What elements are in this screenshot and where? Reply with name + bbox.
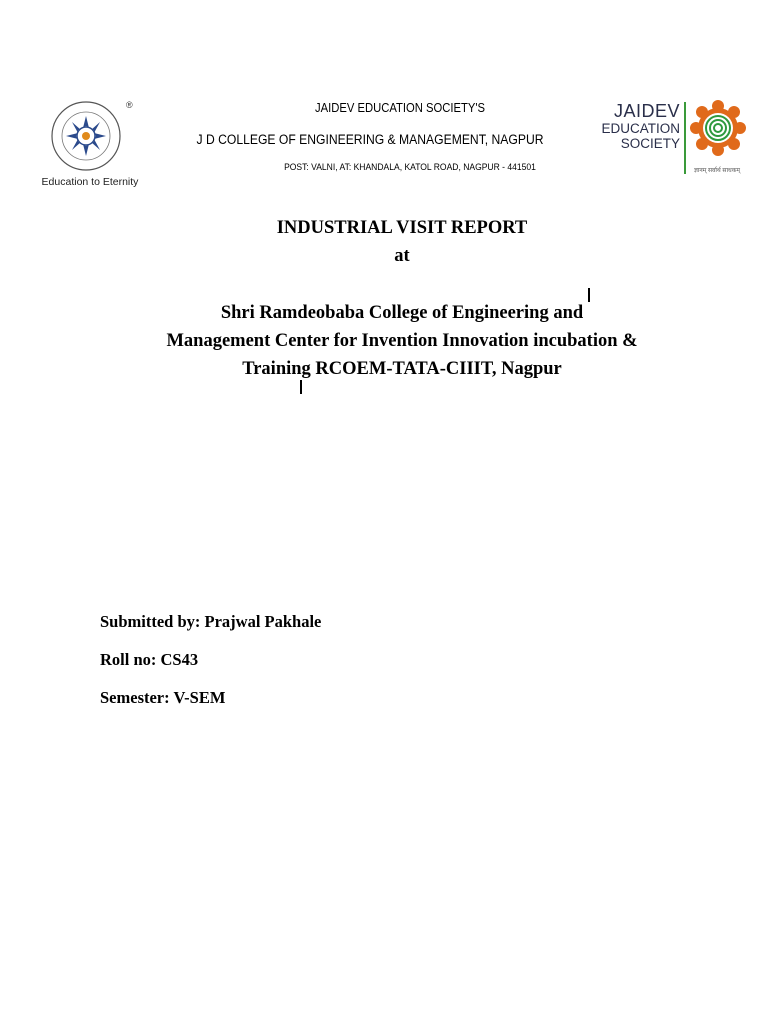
visit-location-line3: Training RCOEM-TATA-CIIIT, Nagpur (242, 359, 562, 379)
logo-divider (684, 102, 686, 174)
visit-location-line1: Shri Ramdeobaba College of Engineering and (220, 303, 584, 323)
college-logo-tagline: Education to Eternity (41, 176, 139, 188)
society-logo (592, 100, 742, 180)
report-title-at: at (394, 246, 410, 266)
semester: Semester: V-SEM (100, 688, 226, 707)
society-logo-line1: JAIDEV (613, 101, 680, 121)
college-emblem-icon (34, 98, 146, 178)
svg-text:®: ® (126, 100, 133, 110)
society-logo-line2: EDUCATION (601, 121, 680, 136)
text-cursor (300, 380, 302, 394)
society-motto: ज्ञानम् सर्वार्थ साधकम् (694, 168, 740, 174)
roll-number: Roll no: CS43 (100, 650, 199, 669)
report-title: INDUSTRIAL VISIT REPORT (276, 218, 528, 238)
society-logo-text (592, 102, 680, 150)
lotus-emblem-icon (690, 100, 746, 164)
college-address: POST: VALNI, AT: KHANDALA, KATOL ROAD, NAGPUR - 441501 (284, 162, 536, 173)
submitted-by: Submitted by: Prajwal Pakhale (100, 612, 322, 631)
society-logo-line3: SOCIETY (620, 135, 680, 151)
college-logo (34, 98, 146, 192)
college-name: J D COLLEGE OF ENGINEERING & MANAGEMENT, NAGPUR (196, 132, 544, 147)
visit-location-line2: Management Center for Invention Innovation incubation & (166, 331, 638, 351)
text-cursor (588, 288, 590, 302)
society-name: JAIDEV EDUCATION SOCIETY'S (314, 101, 486, 115)
